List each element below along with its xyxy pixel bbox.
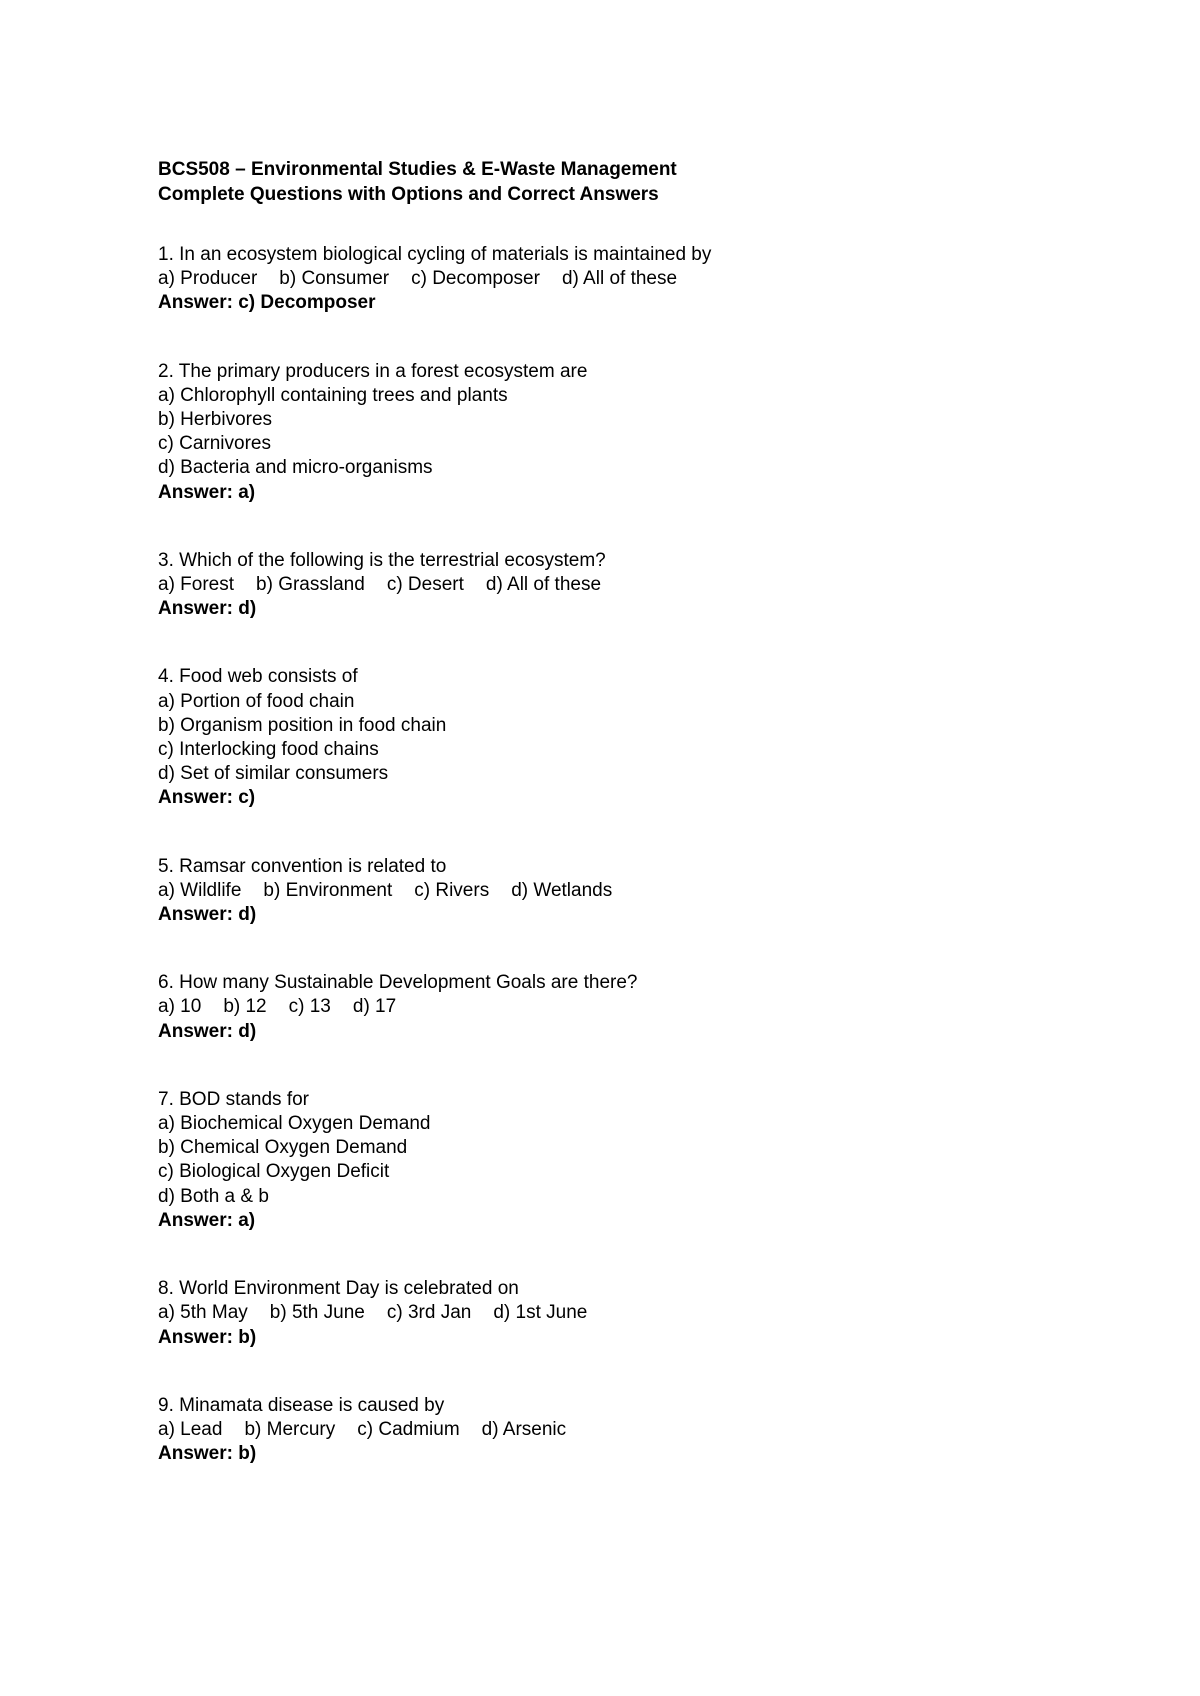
answer: Answer: a) — [158, 481, 256, 503]
question-8 — [158, 1277, 1058, 1350]
document-title: BCS508 – Environmental Studies & E-Waste Management — [158, 159, 677, 180]
question-text: 4. Food web consists of — [158, 666, 358, 688]
option-a: a) Biochemical Oxygen Demand — [158, 1113, 431, 1135]
option-c: c) Desert — [386, 574, 464, 596]
options-row — [158, 1301, 1058, 1325]
option-b: b) Consumer — [279, 268, 390, 290]
option-b: b) Herbivores — [158, 409, 273, 431]
option-c: c) Rivers — [414, 879, 490, 901]
question-text: 2. The primary producers in a forest ecosystem are — [158, 360, 588, 382]
option-c: c) 3rd Jan — [386, 1302, 472, 1324]
question-text: 5. Ramsar convention is related to — [158, 855, 447, 877]
options-row — [158, 995, 1058, 1019]
option-c: c) Biological Oxygen Deficit — [158, 1161, 390, 1183]
answer: Answer: d) — [158, 904, 257, 926]
option-d: d) Both a & b — [158, 1185, 269, 1207]
option-a: a) 5th May — [158, 1302, 248, 1324]
answer: Answer: c) — [158, 787, 256, 809]
option-d: d) Set of similar consumers — [158, 763, 389, 785]
option-b: b) Organism position in food chain — [158, 714, 447, 736]
options-row — [158, 267, 1058, 291]
answer: Answer: c) Decomposer — [158, 292, 376, 314]
answer: Answer: d) — [158, 598, 257, 620]
option-d: d) Arsenic — [481, 1418, 567, 1440]
question-4 — [158, 665, 1058, 810]
option-b: b) Chemical Oxygen Demand — [158, 1137, 408, 1159]
question-3 — [158, 549, 1058, 622]
answer: Answer: b) — [158, 1443, 257, 1465]
option-d: d) 1st June — [493, 1302, 588, 1324]
option-d: d) All of these — [485, 574, 602, 596]
option-c: c) Decomposer — [411, 268, 540, 290]
document-page — [158, 157, 1058, 1510]
options-row — [158, 1418, 1058, 1442]
question-text: 1. In an ecosystem biological cycling of materials is maintained by — [158, 244, 712, 265]
option-a: a) Chlorophyll containing trees and plants — [158, 384, 508, 406]
question-text: 7. BOD stands for — [158, 1088, 310, 1110]
document-subtitle: Complete Questions with Options and Correct Answers — [158, 184, 659, 205]
question-5 — [158, 855, 1058, 928]
option-a: a) 10 — [158, 996, 202, 1018]
question-1 — [158, 243, 1058, 316]
question-text: 9. Minamata disease is caused by — [158, 1394, 445, 1416]
question-text: 6. How many Sustainable Development Goals are there? — [158, 972, 638, 994]
option-b: b) 12 — [223, 996, 267, 1018]
option-d: d) All of these — [561, 268, 678, 290]
option-c: c) Cadmium — [357, 1418, 460, 1440]
option-a: a) Producer — [158, 268, 258, 290]
options-row — [158, 879, 1058, 903]
option-a: a) Lead — [158, 1418, 223, 1440]
option-b: b) Environment — [263, 879, 393, 901]
option-c: c) 13 — [288, 996, 331, 1018]
option-a: a) Wildlife — [158, 879, 242, 901]
answer: Answer: d) — [158, 1020, 257, 1042]
option-d: d) Bacteria and micro-organisms — [158, 457, 433, 479]
option-a: a) Portion of food chain — [158, 690, 355, 712]
option-c: c) Interlocking food chains — [158, 739, 379, 761]
question-7 — [158, 1088, 1058, 1233]
question-text: 8. World Environment Day is celebrated on — [158, 1278, 519, 1300]
option-d: d) Wetlands — [511, 879, 613, 901]
options-row — [158, 573, 1058, 597]
question-6 — [158, 971, 1058, 1044]
question-2 — [158, 360, 1058, 505]
option-c: c) Carnivores — [158, 433, 271, 455]
question-text: 3. Which of the following is the terrestrial ecosystem? — [158, 549, 606, 571]
option-b: b) Grassland — [256, 574, 365, 596]
option-b: b) Mercury — [244, 1418, 336, 1440]
question-9 — [158, 1394, 1058, 1467]
answer: Answer: b) — [158, 1326, 257, 1348]
option-a: a) Forest — [158, 574, 235, 596]
option-d: d) 17 — [352, 996, 397, 1018]
answer: Answer: a) — [158, 1209, 256, 1231]
option-b: b) 5th June — [269, 1302, 365, 1324]
